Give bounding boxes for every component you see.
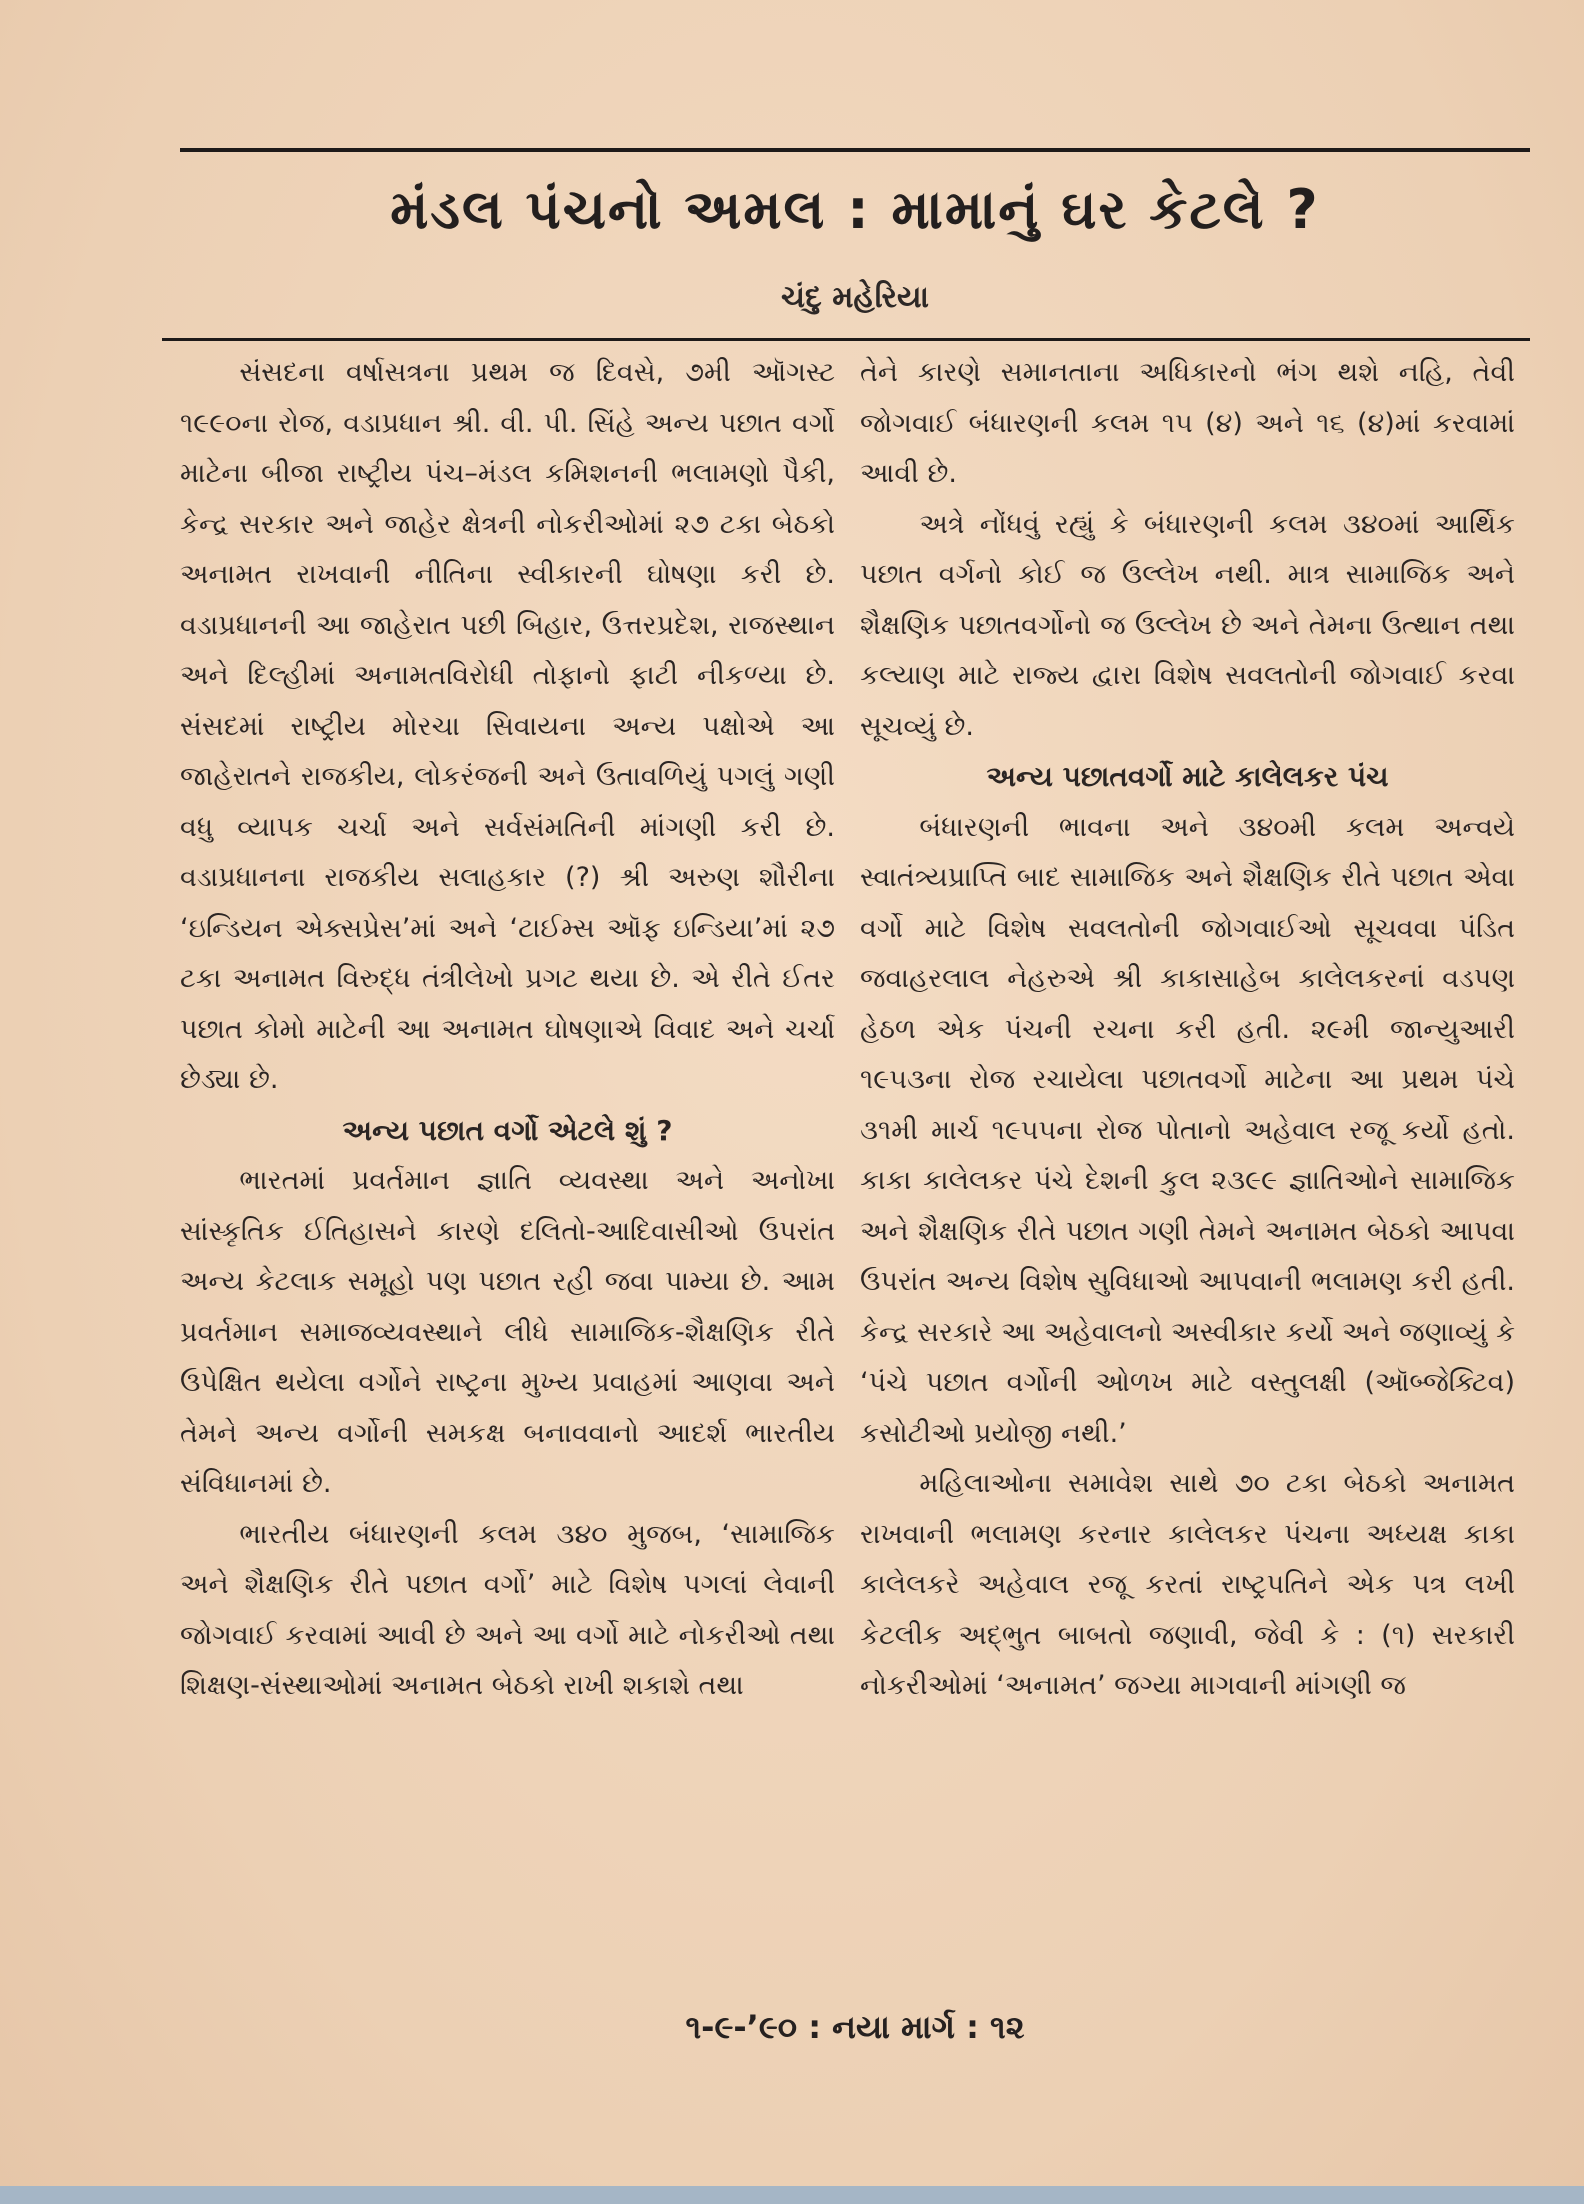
paragraph: મહિલાઓના સમાવેશ સાથે ૭૦ ટકા બેઠકો અનામત રાખવાની ભલામણ કરનાર કાલેલકર પંચના અધ્યક્ષ કાકા કાલેલકરે અહેવાલ રજૂ કરતાં રાષ્ટ્રપતિને એક પત્ર લખી કેટલીક અદ્ભુત બાબતો જણાવી, જેવી કે : (૧) સરકારી નોકરીઓમાં ‘અનામત’ જગ્યા માગવાની માંગણી જ: [860, 1468, 1515, 1701]
paragraph: સંસદના વર્ષાસત્રના પ્રથમ જ દિવસે, ૭મી ઑગસ્ટ ૧૯૯૦ના રોજ, વડાપ્રધાન શ્રી. વી. પી. સિંહે અન્ય પછાત વર્ગો માટેના બીજા રાષ્ટ્રીય પંચ–મંડલ કમિશનની ભલામણો પૈકી, કેન્દ્ર સરકાર અને જાહેર ક્ષેત્રની નોકરીઓમાં ૨૭ ટકા બેઠકો અનામત રાખવાની નીતિના સ્વીકારની ઘોષણા કરી છે. વડાપ્રધાનની આ જાહેરાત પછી બિહાર, ઉત્તરપ્રદેશ, રાજસ્થાન અને દિલ્હીમાં અનામતવિરોધી તોફાનો ફાટી નીકળ્યા છે. સંસદમાં રાષ્ટ્રીય મોરચા સિવાયના અન્ય પક્ષોએ આ જાહેરાતને રાજકીય, લોકરંજની અને ઉતાવળિયું પગલું ગણી વધુ વ્યાપક ચર્ચા અને સર્વસંમતિની માંગણી કરી છે. વડાપ્રધાનના રાજકીય સલાહકાર (?) શ્રી અરુણ શૌરીના ‘ઇન્ડિયન એક્સપ્રેસ’માં અને ‘ટાઈમ્સ ઑફ ઇન્ડિયા’માં ૨૭ ટકા અનામત વિરુદ્ધ તંત્રીલેખો પ્રગટ થયા છે. એ રીતે ઈતર પછાત કોમો માટેની આ અનામત ઘોષણાએ વિવાદ અને ચર્ચા છેડ્યા છે.: [180, 357, 835, 1095]
article-title: મંડલ પંચનો અમલ : મામાનું ઘર કેટલે ?: [390, 178, 1320, 241]
section-heading: અન્ય પછાત વર્ગો એટલે શું ?: [342, 1113, 673, 1147]
paragraph: ભારતીય બંધારણની કલમ ૩૪૦ મુજબ, ‘સામાજિક અને શૈક્ષણિક રીતે પછાત વર્ગો’ માટે વિશેષ પગલાં લેવાની જોગવાઈ કરવામાં આવી છે અને આ વર્ગો માટે નોકરીઓ તથા શિક્ષણ-સંસ્થાઓમાં અનામત બેઠકો રાખી શકાશે તથા: [180, 1518, 835, 1701]
left-column: [180, 348, 835, 1948]
header-rule: [162, 338, 1530, 341]
paragraph: બંધારણની ભાવના અને ૩૪૦મી કલમ અન્વયે સ્વાતંત્ર્યપ્રાપ્તિ બાદ સામાજિક અને શૈક્ષણિક રીતે પછાત એવા વર્ગો માટે વિશેષ સવલતોની જોગવાઈઓ સૂચવવા પંડિત જવાહરલાલ નેહરુએ શ્રી કાકાસાહેબ કાલેલકરનાં વડપણ હેઠળ એક પંચની રચના કરી હતી. ૨૯મી જાન્યુઆરી ૧૯૫૩ના રોજ રચાયેલા પછાતવર્ગો માટેના આ પ્રથમ પંચે ૩૧મી માર્ચ ૧૯૫૫ના રોજ પોતાનો અહેવાલ રજૂ કર્યો હતો. કાકા કાલેલકર પંચે દેશની કુલ ૨૩૯૯ જ્ઞાતિઓને સામાજિક અને શૈક્ષણિક રીતે પછાત ગણી તેમને અનામત બેઠકો આપવા ઉપરાંત અન્ય વિશેષ સુવિધાઓ આપવાની ભલામણ કરી હતી. કેન્દ્ર સરકારે આ અહેવાલનો અસ્વીકાર કર્યો અને જણાવ્યું કે ‘પંચે પછાત વર્ગોની ઓળખ માટે વસ્તુલક્ષી (ઑબ્જેક્ટિવ) કસોટીઓ પ્રયોજી નથી.’: [860, 811, 1515, 1449]
paragraph: તેને કારણે સમાનતાના અધિકારનો ભંગ થશે નહિ, તેવી જોગવાઈ બંધારણની કલમ ૧૫ (૪) અને ૧૬ (૪)માં કરવામાં આવી છે.: [860, 357, 1515, 489]
article-author: ચંદુ મહેરિયા: [781, 280, 929, 315]
section-heading: અન્ય પછાતવર્ગો માટે કાલેલકર પંચ: [986, 760, 1389, 793]
top-rule: [180, 148, 1530, 152]
paragraph: ભારતમાં પ્રવર્તમાન જ્ઞાતિ વ્યવસ્થા અને અનોખા સાંસ્કૃતિક ઈતિહાસને કારણે દલિતો-આદિવાસીઓ ઉપરાંત અન્ય કેટલાક સમૂહો પણ પછાત રહી જવા પામ્યા છે. આમ પ્રવર્તમાન સમાજવ્યવસ્થાને લીધે સામાજિક-શૈક્ષણિક રીતે ઉપેક્ષિત થયેલા વર્ગોને રાષ્ટ્રના મુખ્ય પ્રવાહમાં આણવા અને તેમને અન્ય વર્ગોની સમકક્ષ બનાવવાનો આદર્શ ભારતીય સંવિધાનમાં છે.: [180, 1165, 835, 1499]
scan-edge: [0, 2186, 1584, 2204]
page-footer: ૧-૯-’૯૦ : નયા માર્ગ : ૧૨: [685, 2008, 1025, 2046]
paragraph: અત્રે નોંધવું રહ્યું કે બંધારણની કલમ ૩૪૦માં આર્થિક પછાત વર્ગનો કોઈ જ ઉલ્લેખ નથી. માત્ર સામાજિક અને શૈક્ષણિક પછાતવર્ગોનો જ ઉલ્લેખ છે અને તેમના ઉત્થાન તથા કલ્યાણ માટે રાજ્ય દ્વારા વિશેષ સવલતોની જોગવાઈ કરવા સૂચવ્યું છે.: [860, 508, 1515, 742]
right-column: [860, 348, 1515, 1948]
